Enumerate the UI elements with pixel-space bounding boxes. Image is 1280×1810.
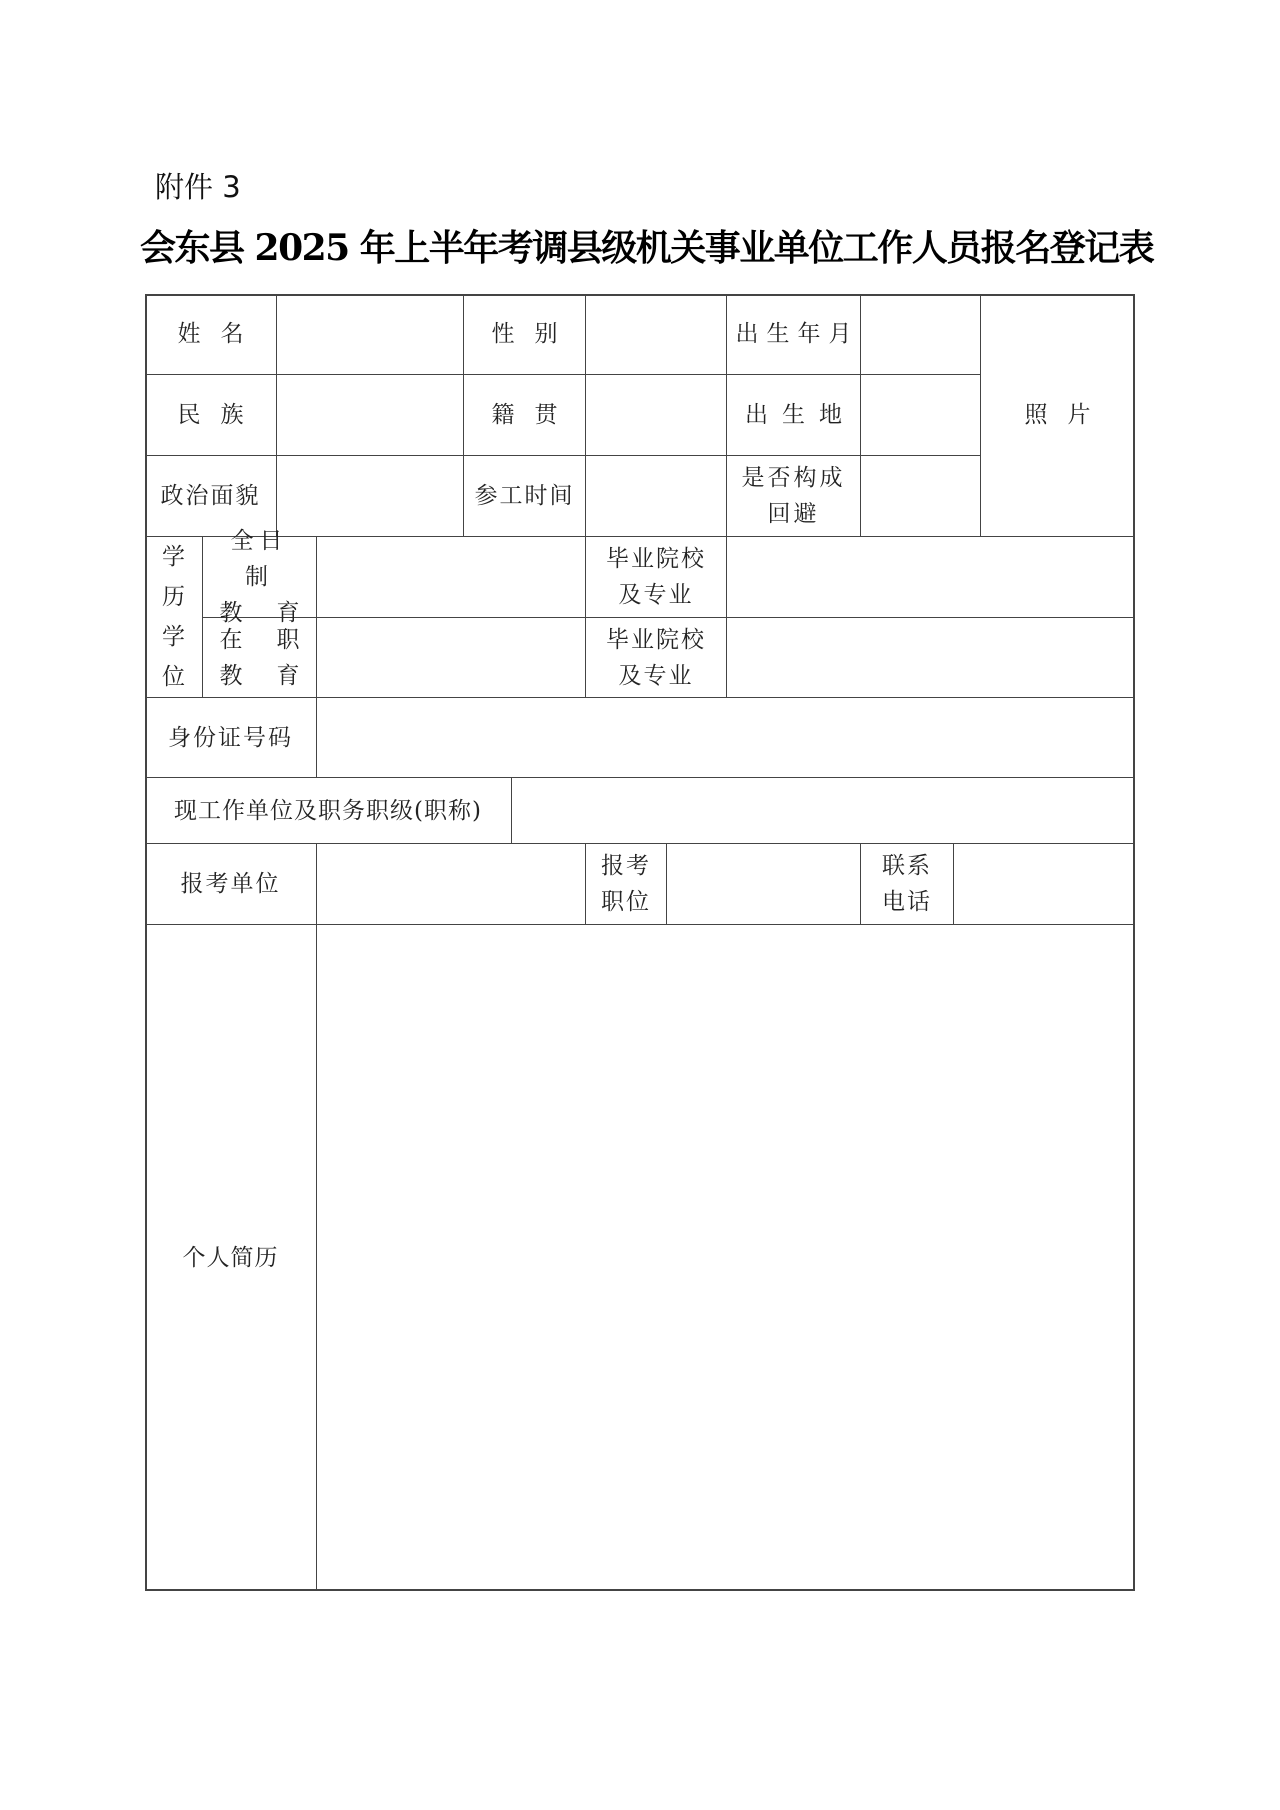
attachment-label: 附件 3: [155, 170, 241, 204]
id-number-label: 身份证号码: [168, 724, 293, 751]
parttime-school-label-line2: 及专业: [618, 662, 694, 689]
resume-label: 个人简历: [182, 1244, 279, 1271]
apply-position-label-line2: 职位: [601, 889, 651, 915]
apply-unit-field[interactable]: [317, 844, 586, 925]
apply-position-field[interactable]: [667, 844, 861, 925]
phone-label-line1: 联系: [882, 853, 932, 879]
birth-date-label-cell: [727, 294, 861, 375]
ethnicity-label: 民族: [177, 402, 264, 428]
birthplace-label: 出生地: [745, 402, 856, 428]
gender-label: 性别: [491, 321, 578, 347]
work-start-label-cell: [464, 456, 586, 537]
avoidance-label-line2: 回避: [767, 501, 820, 527]
gender-label-cell: [464, 294, 586, 375]
fulltime-label-cell: [203, 528, 334, 626]
education-group-label: 学历学位: [162, 544, 185, 690]
parttime-school-label-cell: [586, 618, 727, 698]
native-place-label: 籍贯: [491, 402, 578, 428]
fulltime-school-label-cell: [586, 537, 727, 618]
birthplace-field[interactable]: [861, 375, 981, 456]
current-work-field[interactable]: [512, 778, 1135, 844]
apply-unit-label: 报考单位: [180, 871, 281, 897]
fulltime-school-field[interactable]: [727, 537, 1135, 618]
photo-label: 照片: [1024, 402, 1111, 428]
birth-date-label: 出生年月: [735, 321, 860, 347]
registration-form-table: [145, 294, 1135, 1591]
avoidance-label-line1: 是否构成: [741, 465, 846, 491]
fulltime-education-field[interactable]: [317, 537, 586, 618]
name-field[interactable]: [277, 294, 464, 375]
id-number-field[interactable]: [317, 698, 1135, 778]
apply-unit-label-cell: [145, 844, 317, 925]
work-start-field[interactable]: [586, 456, 727, 537]
page-title: 会东县 2025 年上半年考调县级机关事业单位工作人员报名登记表: [140, 227, 1154, 269]
avoidance-label-cell: [727, 456, 861, 537]
fulltime-label-line2: 教育: [219, 600, 334, 626]
political-status-field[interactable]: [277, 456, 464, 537]
native-place-label-cell: [464, 375, 586, 456]
phone-label-cell: [861, 844, 954, 925]
name-label: 姓名: [177, 321, 264, 347]
work-start-label: 参工时间: [474, 483, 575, 509]
phone-field[interactable]: [954, 844, 1135, 925]
fulltime-label-line1: 全日制: [230, 528, 289, 590]
phone-label-line2: 电话: [882, 889, 932, 915]
avoidance-field[interactable]: [861, 456, 981, 537]
parttime-label-cell: [203, 618, 334, 698]
id-number-label-cell: [145, 698, 317, 778]
apply-position-label-line1: 报考: [601, 853, 651, 879]
photo-cell[interactable]: [981, 294, 1135, 537]
parttime-school-field[interactable]: [727, 618, 1135, 698]
gender-field[interactable]: [586, 294, 727, 375]
birthplace-label-cell: [727, 375, 861, 456]
political-status-label: 政治面貌: [160, 483, 261, 509]
native-place-field[interactable]: [586, 375, 727, 456]
resume-label-cell: [145, 925, 317, 1591]
fulltime-school-label-line1: 毕业院校: [606, 546, 706, 572]
current-work-label: 现工作单位及职务职级(职称): [174, 797, 482, 824]
birth-date-field[interactable]: [861, 294, 981, 375]
parttime-education-field[interactable]: [317, 618, 586, 698]
resume-field[interactable]: [317, 925, 1135, 1591]
fulltime-school-label-line2: 及专业: [618, 582, 694, 608]
name-label-cell: [145, 294, 277, 375]
ethnicity-field[interactable]: [277, 375, 464, 456]
current-work-label-cell: [145, 778, 512, 844]
parttime-label-line2: 教育: [219, 662, 334, 689]
parttime-school-label-line1: 毕业院校: [606, 626, 706, 653]
parttime-label-line1: 在职: [219, 626, 334, 653]
apply-position-label-cell: [586, 844, 667, 925]
ethnicity-label-cell: [145, 375, 277, 456]
education-group-label-cell: [145, 537, 203, 698]
